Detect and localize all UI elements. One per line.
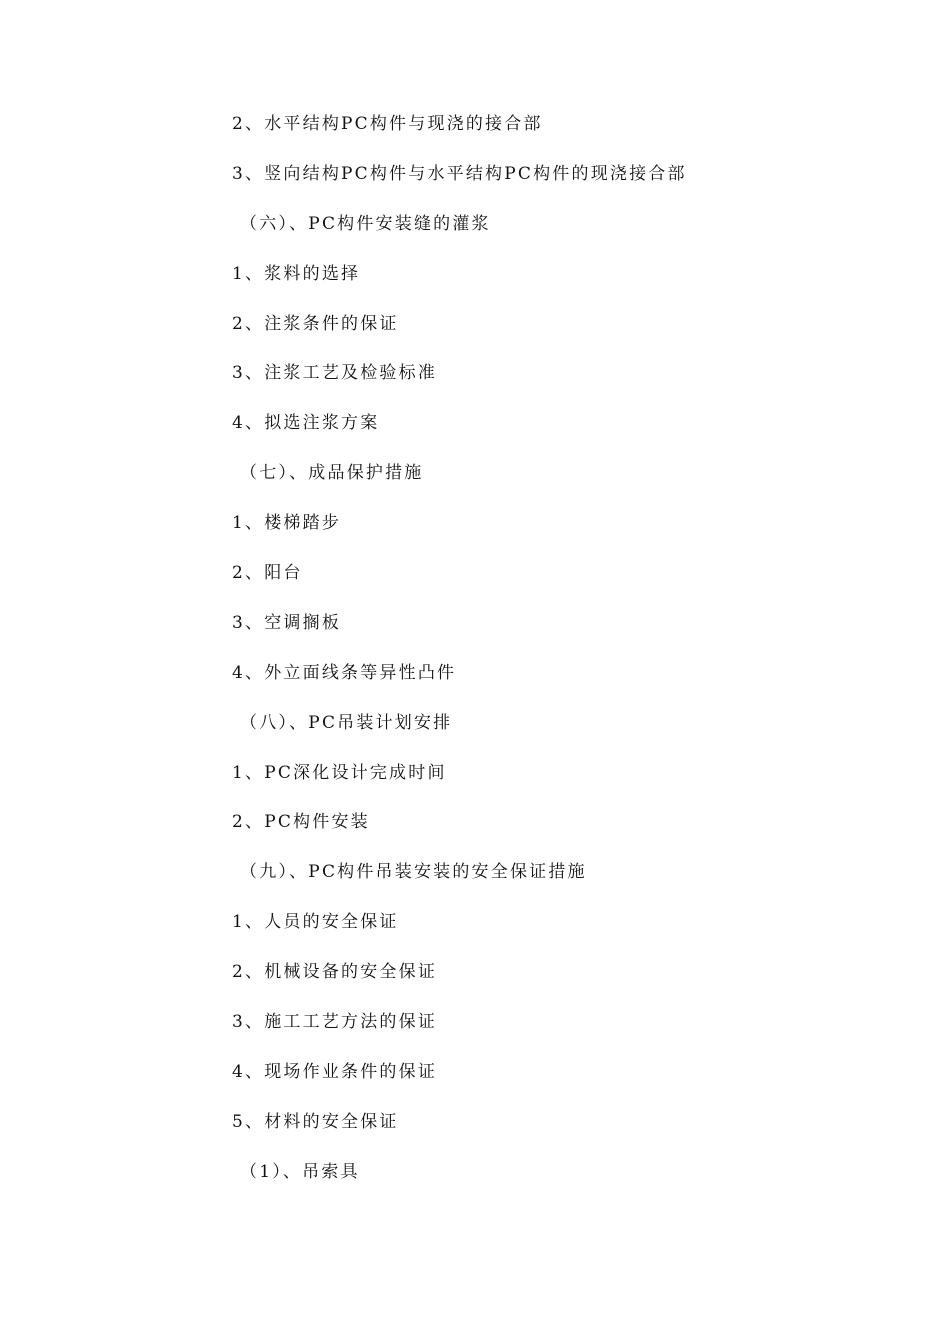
toc-item: 1、楼梯踏步 xyxy=(232,513,342,534)
toc-item: 3、注浆工艺及检验标准 xyxy=(232,363,438,384)
toc-item: 1、PC深化设计完成时间 xyxy=(232,762,447,783)
toc-item: 2、水平结构PC构件与现浇的接合部 xyxy=(232,114,543,134)
toc-item: 3、竖向结构PC构件与水平结构PC构件的现浇接合部 xyxy=(232,163,687,184)
toc-item: 4、现场作业条件的保证 xyxy=(232,1061,438,1082)
toc-list xyxy=(232,110,872,1208)
toc-item: 2、机械设备的安全保证 xyxy=(232,962,438,983)
toc-item: 2、PC构件安装 xyxy=(232,812,370,833)
toc-section-heading: （七）、成品保护措施 xyxy=(240,463,424,484)
toc-item: 3、施工工艺方法的保证 xyxy=(232,1012,438,1033)
toc-item: 2、阳台 xyxy=(232,563,303,584)
toc-section-heading: （九）、PC构件吊装安装的安全保证措施 xyxy=(240,862,587,883)
toc-subsection-heading: （1）、吊索具 xyxy=(240,1161,360,1182)
toc-section-heading: （六）、PC构件安装缝的灌浆 xyxy=(240,213,491,234)
toc-item: 4、外立面线条等异性凸件 xyxy=(232,662,457,683)
toc-item: 1、浆料的选择 xyxy=(232,263,361,284)
toc-item: 5、材料的安全保证 xyxy=(232,1111,399,1132)
toc-item: 4、拟选注浆方案 xyxy=(232,413,380,434)
toc-item: 1、人员的安全保证 xyxy=(232,912,399,933)
toc-item: 3、空调搁板 xyxy=(232,612,342,633)
toc-item: 2、注浆条件的保证 xyxy=(232,313,399,334)
toc-section-heading: （八）、PC吊装计划安排 xyxy=(240,712,453,733)
